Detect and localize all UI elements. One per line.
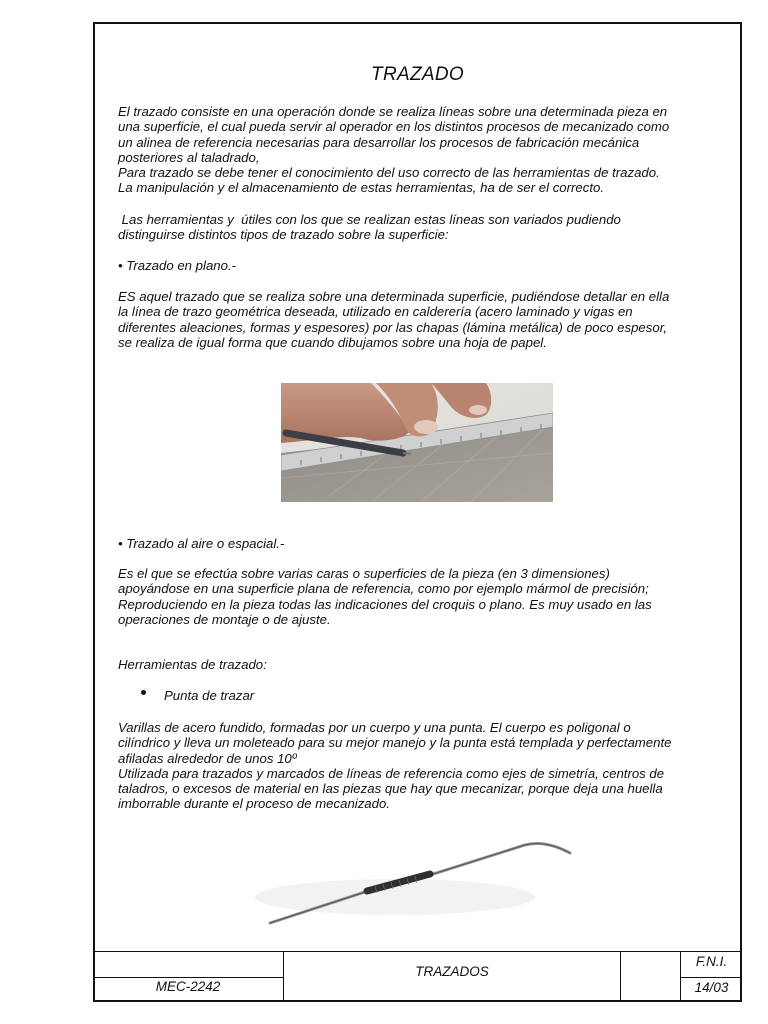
tools-heading: Herramientas de trazado: bbox=[118, 657, 267, 672]
text-line: posteriores al taladrado, bbox=[118, 149, 260, 165]
text-line: una superficie, el cual pueda servir al operador en los distintos procesos de mecanizado como bbox=[118, 119, 670, 135]
scribing-photo-illustration bbox=[281, 383, 553, 502]
text-line: ES aquel trazado que se realiza sobre una determinada superficie, pudiéndose detallar en ella bbox=[118, 289, 670, 304]
punta-description bbox=[118, 720, 722, 812]
section-aire-paragraph bbox=[118, 566, 722, 627]
text-line: diferentes aleaciones, formas y espesores) por las chapas (lámina metálica) de poco espesor, bbox=[118, 319, 668, 335]
text-line: taladros, o excesos de material en las piezas que hay que mecanizar, porque deja una huella bbox=[118, 781, 663, 797]
tools-intro-paragraph bbox=[118, 212, 722, 243]
text-line: distinguirse distintos tipos de trazado sobre la superficie: bbox=[118, 227, 449, 243]
text-line: La manipulación y el almacenamiento de estas herramientas, ha de ser el correcto. bbox=[118, 180, 604, 196]
text-line: afiladas alrededor de unos 10º bbox=[118, 750, 297, 766]
footer-right-bottom: 14/03 bbox=[694, 980, 729, 995]
footer-right-top: F.N.I. bbox=[695, 954, 728, 969]
text-line: Reproduciendo en la pieza todas las indicaciones del croquis o plano. Es muy usado en las bbox=[118, 596, 652, 612]
text-line: la línea de trazo geométrica deseada, utilizado en calderería (acero laminado y vigas en bbox=[118, 304, 633, 320]
text-line: imborrable durante el proceso de mecanizado. bbox=[118, 796, 390, 812]
section-plano-heading: • Trazado en plano.- bbox=[118, 258, 236, 273]
scriber-icon bbox=[255, 835, 585, 935]
text-line: cilíndrico y lleva un moleteado para su mejor manejo y la punta está templada y perfectamente bbox=[118, 735, 672, 751]
text-line: Es el que se efectúa sobre varias caras o superficies de la pieza (en 3 dimensiones) bbox=[118, 566, 610, 581]
document-code: MEC-2242 bbox=[155, 979, 221, 994]
intro-paragraph bbox=[118, 104, 722, 196]
scribing-photo bbox=[281, 383, 553, 502]
text-line: Utilizada para trazados y marcados de líneas de referencia como ejes de simetría, centros de bbox=[118, 765, 665, 781]
section-plano-paragraph bbox=[118, 289, 722, 350]
bullet-item-punta: Punta de trazar bbox=[164, 688, 255, 703]
text-line: operaciones de montaje o de ajuste. bbox=[118, 611, 331, 627]
text-line: Varillas de acero fundido, formadas por un cuerpo y una punta. El cuerpo es poligonal o bbox=[118, 720, 631, 735]
section-aire-heading: • Trazado al aire o espacial.- bbox=[118, 536, 285, 551]
scriber-image bbox=[255, 835, 585, 935]
page-title: TRAZADO bbox=[371, 64, 464, 85]
text-line: un alinea de referencia necesarias para desarrollar los procesos de fabricación mecánica bbox=[118, 134, 640, 150]
text-line: El trazado consiste en una operación donde se realiza líneas sobre una determinada pieza en bbox=[118, 104, 668, 119]
footer-title: TRAZADOS bbox=[415, 964, 489, 979]
text-line: apoyándose en una superficie plana de referencia, como por ejemplo mármol de precisión; bbox=[118, 581, 649, 597]
text-line: se realiza de igual forma que cuando dibujamos sobre una hoja de papel. bbox=[118, 334, 547, 350]
bullet-icon bbox=[141, 690, 146, 695]
footer-title-block bbox=[93, 951, 742, 1002]
text-line: Las herramientas y útiles con los que se realizan estas líneas son variados pudiendo bbox=[118, 212, 621, 227]
text-line: Para trazado se debe tener el conocimiento del uso correcto de las herramientas de trazado. bbox=[118, 165, 660, 181]
